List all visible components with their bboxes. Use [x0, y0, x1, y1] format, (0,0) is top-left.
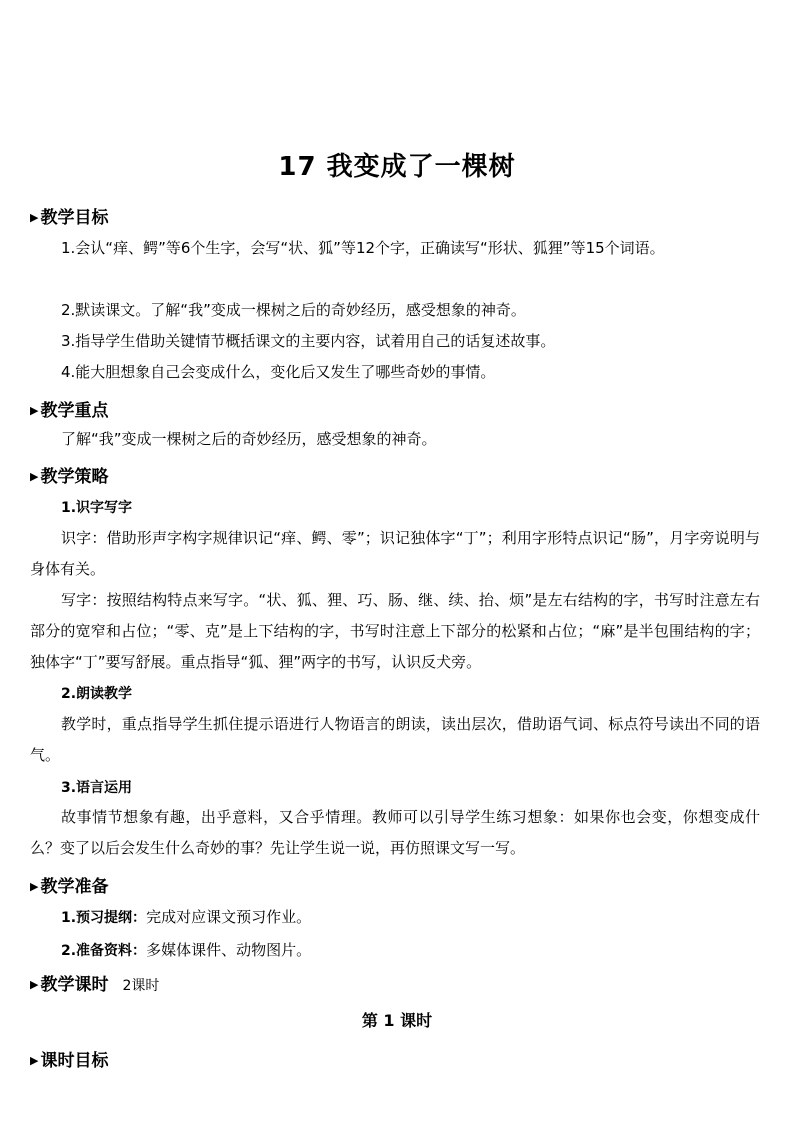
lesson-title: 17 我变成了一棵树	[278, 152, 516, 182]
section-heading-preparation: ▶ 教学准备	[30, 877, 109, 897]
goal-1: 1.会认“痒、鳄”等6个生字，会写“状、狐”等12个字，正确读写“形状、狐狸”等15个词语。	[61, 239, 665, 257]
strategy-sub-3: 3.语言运用	[61, 780, 133, 796]
section-heading-strategy: ▶ 教学策略	[30, 467, 109, 487]
strategy-reading-text: 教学时，重点指导学生抓住提示语进行人物语言的朗读，读出层次，借助语气词、标点符号读出不同的语气。	[30, 715, 760, 764]
section-heading-focus: ▶ 教学重点	[30, 401, 109, 421]
section-heading-period-goals: ▶ 课时目标	[30, 1051, 109, 1071]
strategy-sub-1: 1.识字写字	[61, 500, 133, 516]
goal-4: 4.能大胆想象自己会变成什么，变化后又发生了哪些奇妙的事情。	[61, 363, 496, 381]
goal-2: 2.默读课文。了解“我”变成一棵树之后的奇妙经历，感受想象的神奇。	[61, 301, 526, 319]
triangle-bullet-icon: ▶	[30, 1054, 39, 1067]
strategy-literacy-text: 识字：借助形声字构字规律识记“痒、鳄、零”；识记独体字“丁”；利用字形特点识记“肠”，月字旁说明与身体有关。	[30, 529, 760, 578]
strategy-sub-2: 2.朗读教学	[61, 686, 133, 702]
strategy-usage-text: 故事情节想象有趣，出乎意料，又合乎情理。教师可以引导学生练习想象：如果你也会变，你想变成什么？变了以后会发生什么奇妙的事？先让学生说一说，再仿照课文写一写。	[30, 808, 760, 857]
triangle-bullet-icon: ▶	[30, 978, 39, 991]
periods-value: 2课时	[122, 978, 160, 994]
period-title: 第 1 课时	[361, 1011, 433, 1030]
triangle-bullet-icon: ▶	[30, 211, 39, 224]
triangle-bullet-icon: ▶	[30, 470, 39, 483]
section-heading-goals: ▶ 教学目标	[30, 208, 109, 228]
strategy-writing-text: 写字：按照结构特点来写字。“状、狐、狸、巧、肠、继、续、抬、烦”是左右结构的字，书写时注意左右部分的宽窄和占位；“零、克”是上下结构的字，书写时注意上下部分的松紧和占位；“麻”是半包围结构的字；独体字“丁”要写舒展。重点指导“狐、狸”两字的书写，认识反犬旁。	[30, 591, 760, 671]
triangle-bullet-icon: ▶	[30, 880, 39, 893]
triangle-bullet-icon: ▶	[30, 404, 39, 417]
section-heading-periods: ▶ 教学课时 2课时	[30, 975, 160, 995]
preparation-item-2: 2.准备资料：多媒体课件、动物图片。	[61, 941, 312, 959]
goal-3: 3.指导学生借助关键情节概括课文的主要内容，试着用自己的话复述故事。	[61, 332, 556, 350]
focus-text: 了解“我”变成一棵树之后的奇妙经历，感受想象的神奇。	[61, 430, 437, 448]
preparation-item-1: 1.预习提纲：完成对应课文预习作业。	[61, 908, 312, 926]
